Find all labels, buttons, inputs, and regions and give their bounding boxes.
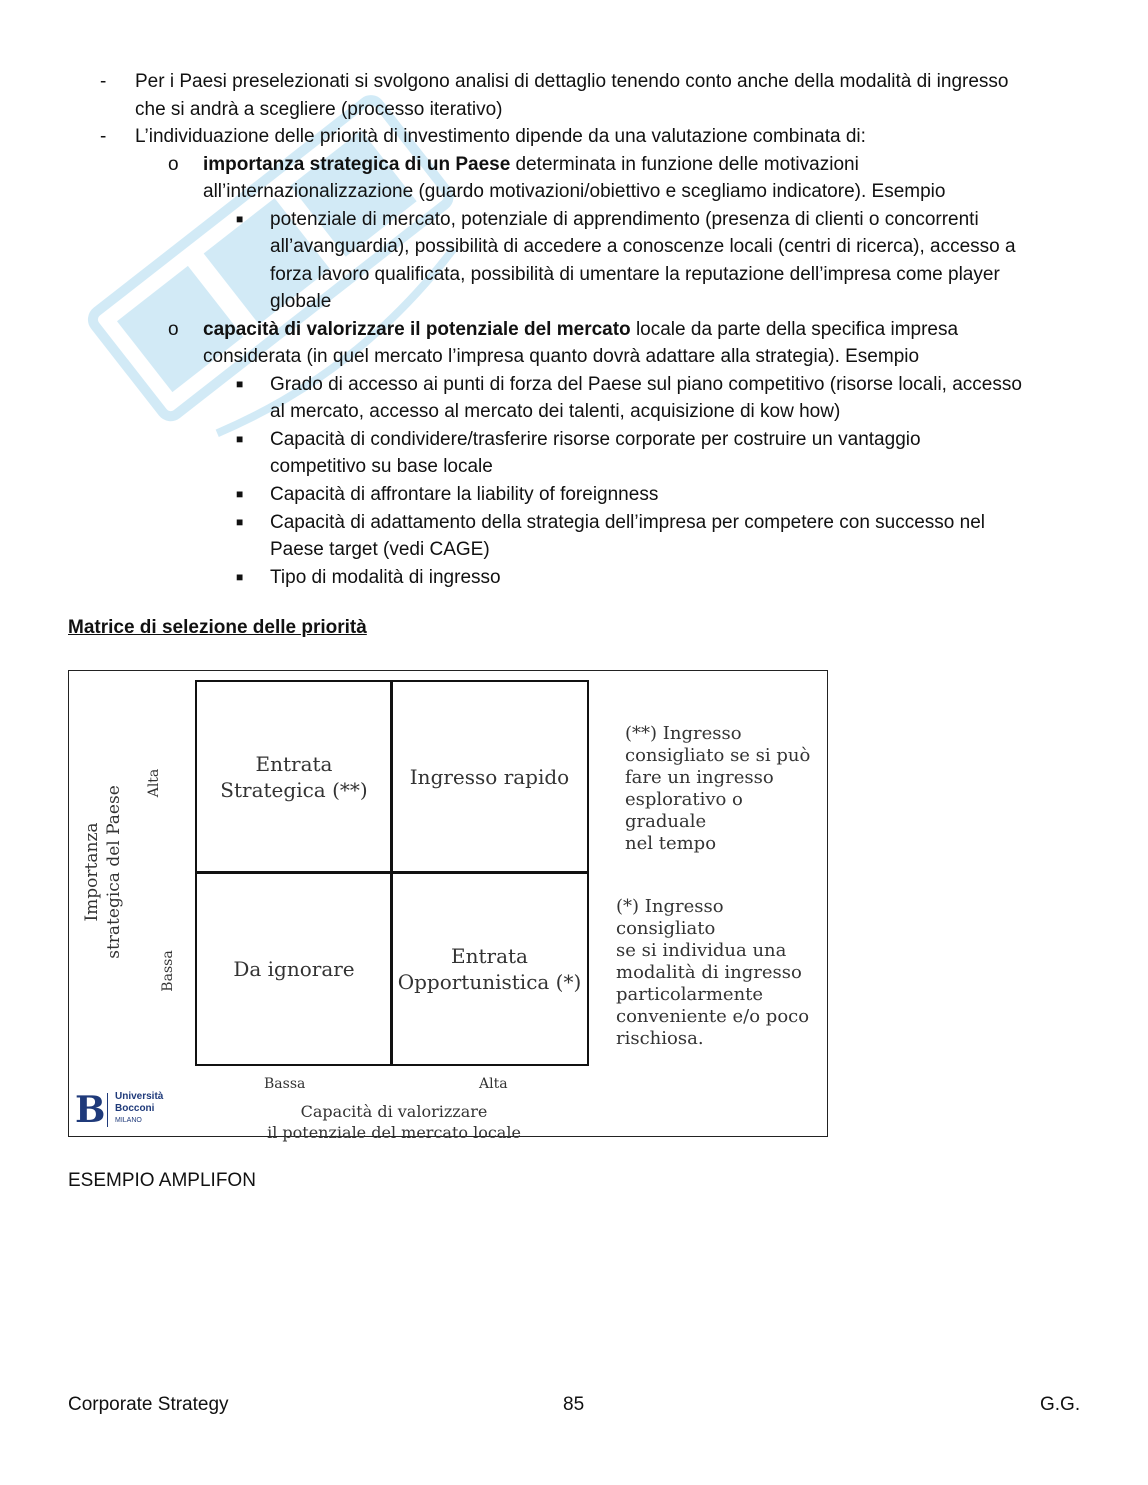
note-2-line-4: particolarmente xyxy=(616,984,764,1005)
bullet-square: ■ xyxy=(236,432,244,446)
y-tick-low: Bassa xyxy=(160,950,176,992)
bullet-1-line-2: che si andrà a scegliere (processo iterativo) xyxy=(135,99,503,120)
logo-line-1: Università xyxy=(115,1091,164,1102)
note-2-line-5: conveniente e/o poco xyxy=(616,1006,810,1027)
cell-top-left-line-1: Entrata xyxy=(255,752,333,776)
cell-bottom-right-line-2: Opportunistica (*) xyxy=(397,969,582,994)
bullet-circle: o xyxy=(168,319,179,340)
cell-top-left xyxy=(195,680,393,874)
footer-page-number: 85 xyxy=(563,1394,585,1415)
square-bullet-1-line-3: forza lavoro qualificata, possibilità di umentare la reputazione dell’impresa come player xyxy=(270,264,1000,285)
bocconi-logo xyxy=(75,1091,185,1131)
bullet-square: ■ xyxy=(236,212,244,226)
square-bullet-3-line-1: Capacità di condividere/trasferire risorse corporate per costruire un vantaggio xyxy=(270,429,921,450)
cell-bottom-right-line-1: Entrata xyxy=(451,943,528,968)
note-1-line-4: esplorativo o graduale xyxy=(625,789,743,832)
logo-divider xyxy=(107,1093,108,1127)
cell-bottom-left-label: Da ignorare xyxy=(233,956,355,981)
logo-line-3: MILANO xyxy=(115,1117,142,1124)
square-bullet-2-line-2: al mercato, accesso al mercato dei talenti, acquisizione di kow how) xyxy=(270,401,841,422)
sub-bullet-2-rest: locale da parte della specifica impresa xyxy=(630,319,959,340)
square-bullet-5-line-2: Paese target (vedi CAGE) xyxy=(270,539,490,560)
footer-right: G.G. xyxy=(1040,1394,1081,1415)
priority-matrix-figure xyxy=(68,670,828,1142)
square-bullet-1-line-4: globale xyxy=(270,291,332,312)
sub-bullet-1-line-1 xyxy=(203,151,859,178)
square-bullet-4-line-1: Capacità di affrontare la liability of foreignness xyxy=(270,484,659,505)
x-tick-low: Bassa xyxy=(264,1076,306,1092)
note-1-line-3: fare un ingresso xyxy=(625,767,774,788)
square-bullet-1-line-1: potenziale di mercato, potenziale di apprendimento (presenza di clienti o concorrenti xyxy=(270,209,979,230)
bullet-square: ■ xyxy=(236,377,244,391)
square-bullet-6-line-1: Tipo di modalità di ingresso xyxy=(270,567,501,588)
x-axis-label-line-2: il potenziale del mercato locale xyxy=(267,1123,521,1142)
note-2-line-1: (*) Ingresso consigliato xyxy=(616,896,724,939)
sub-bullet-2-line-1 xyxy=(203,316,958,343)
y-axis-label-line-1: Importanza xyxy=(82,822,102,922)
sub-bullet-1-rest: determinata in funzione delle motivazioni xyxy=(510,154,859,175)
logo-text xyxy=(115,1091,163,1127)
cell-top-right-label: Ingresso rapido xyxy=(409,765,570,789)
square-bullet-5-line-1: Capacità di adattamento della strategia dell’impresa per competere con successo nel xyxy=(270,512,986,533)
note-2-line-2: se si individua una xyxy=(616,940,787,961)
x-axis-label-line-1: Capacità di valorizzare xyxy=(300,1102,488,1121)
footer-left: Corporate Strategy xyxy=(68,1394,229,1415)
square-bullet-2-line-1: Grado di accesso ai punti di forza del Paese sul piano competitivo (risorse locali, accesso xyxy=(270,374,1022,395)
square-bullet-3-line-2: competitivo su base locale xyxy=(270,456,493,477)
note-1-line-2: consigliato se si può xyxy=(625,745,811,766)
sub-bullet-1-bold: importanza strategica di un Paese xyxy=(203,154,511,175)
sub-bullet-2-line-2: considerata (in quel mercato l’impresa quanto dovrà adattare alla strategia). Esempio xyxy=(203,346,920,367)
bullet-square: ■ xyxy=(236,487,244,501)
note-2-line-6: rischiosa. xyxy=(616,1028,704,1049)
bullet-2-line-1: L’individuazione delle priorità di investimento dipende da una valutazione combinata di: xyxy=(135,126,866,147)
example-heading: ESEMPIO AMPLIFON xyxy=(68,1170,256,1191)
square-bullet-1-line-2: all’avanguardia), possibilità di accedere a conoscenze locali (centri di ricerca), accesso a xyxy=(270,236,1016,257)
note-2-line-3: modalità di ingresso xyxy=(616,962,802,983)
section-heading: Matrice di selezione delle priorità xyxy=(68,617,367,638)
x-axis-label xyxy=(249,1101,539,1143)
y-axis-label xyxy=(81,772,127,972)
bullet-square: ■ xyxy=(236,515,244,529)
cell-bottom-right xyxy=(390,871,589,1066)
y-tick-high: Alta xyxy=(146,768,162,798)
logo-line-2: Bocconi xyxy=(115,1103,155,1114)
note-strategic-entry xyxy=(625,723,827,855)
note-1-line-1: (**) Ingresso xyxy=(625,723,742,744)
sub-bullet-1-line-2: all’internazionalizzazione (guardo motivazioni/obiettivo e scegliamo indicatore). Esempio xyxy=(203,181,946,202)
bullet-circle: o xyxy=(168,154,179,175)
cell-top-right xyxy=(390,680,589,874)
bullet-dash: - xyxy=(100,71,107,92)
cell-bottom-left xyxy=(195,871,393,1066)
bullet-square: ■ xyxy=(236,570,244,584)
bullet-dash: - xyxy=(100,126,107,147)
logo-letter: B xyxy=(75,1089,106,1131)
y-axis-label-line-2: strategica del Paese xyxy=(104,785,124,959)
cell-top-left-line-2: Strategica (**) xyxy=(220,778,368,802)
note-1-line-5: nel tempo xyxy=(625,833,717,854)
sub-bullet-2-bold: capacità di valorizzare il potenziale del mercato xyxy=(203,319,631,340)
note-opportunistic-entry xyxy=(616,896,827,1050)
x-tick-high: Alta xyxy=(479,1076,508,1092)
bullet-1-line-1: Per i Paesi preselezionati si svolgono analisi di dettaglio tenendo conto anche della modalità di ingresso xyxy=(135,71,1009,92)
